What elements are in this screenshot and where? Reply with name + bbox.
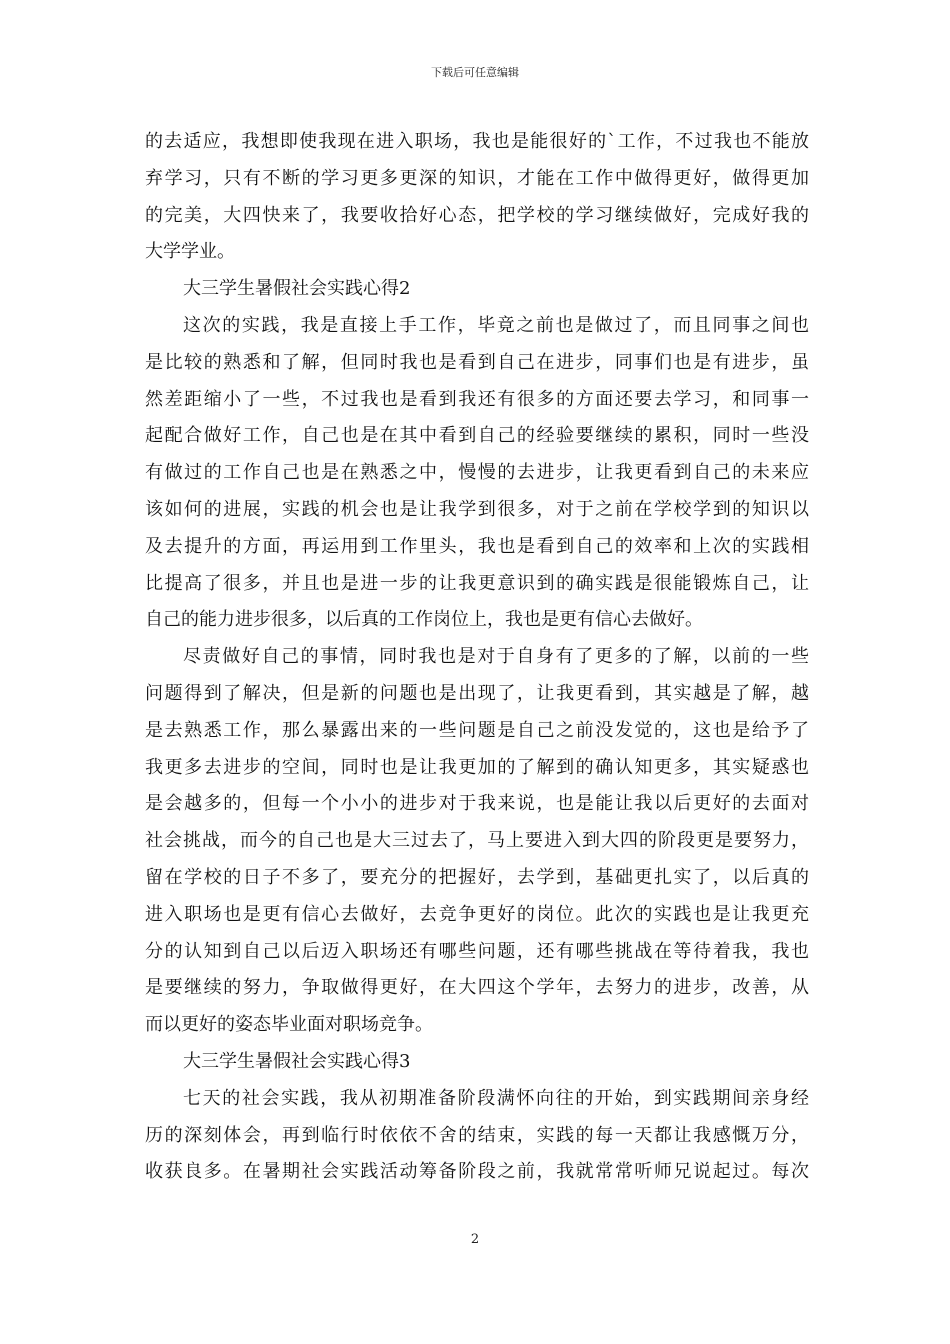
text-line: 有做过的工作自己也是在熟悉之中，慢慢的去进步，让我更看到自己的未来应 (145, 462, 809, 484)
page-number: 2 (470, 1232, 480, 1247)
text-line: 的去适应，我想即使我现在进入职场，我也是能很好的`工作，不过我也不能放 (145, 131, 809, 152)
text-line: 是会越多的，但每一个小小的进步对于我来说，也是能让我以后更好的去面对 (145, 793, 809, 815)
text-line: 社会挑战，而今的自己也是大三过去了，马上要进入到大四的阶段更是要努力， (145, 830, 809, 852)
text-line: 大学学业。 (145, 241, 235, 263)
text-line: 大三学生暑假社会实践心得2 (183, 278, 411, 300)
text-line: 七天的社会实践，我从初期准备阶段满怀向往的开始，到实践期间亲身经 (183, 1087, 809, 1109)
text-line: 是去熟悉工作，那么暴露出来的一些问题是自己之前没发觉的，这也是给予了 (145, 719, 809, 741)
page-header: 下载后可任意编辑 (431, 66, 519, 79)
text-line: 尽责做好自己的事情，同时我也是对于自身有了更多的了解，以前的一些 (183, 646, 809, 668)
document-body (145, 124, 809, 1191)
text-line: 然差距缩小了一些，不过我也是看到我还有很多的方面还要去学习，和同事一 (145, 388, 809, 410)
text-line: 大三学生暑假社会实践心得3 (183, 1050, 411, 1072)
text-line: 及去提升的方面，再运用到工作里头，我也是看到自己的效率和上次的实践相 (145, 535, 809, 557)
text-line: 而以更好的姿态毕业面对职场竞争。 (145, 1014, 433, 1036)
text-line: 留在学校的日子不多了，要充分的把握好，去学到，基础更扎实了，以后真的 (145, 866, 809, 888)
text-line: 分的认知到自己以后迈入职场还有哪些问题，还有哪些挑战在等待着我，我也 (145, 940, 809, 962)
text-line: 我更多去进步的空间，同时也是让我更加的了解到的确认知更多，其实疑惑也 (145, 756, 809, 778)
text-line: 是比较的熟悉和了解，但同时我也是看到自己在进步，同事们也是有进步，虽 (145, 351, 809, 373)
text-line: 该如何的进展，实践的机会也是让我学到很多，对于之前在学校学到的知识以 (145, 498, 809, 520)
text-line: 收获良多。在暑期社会实践活动筹备阶段之前，我就常常听师兄说起过。每次 (145, 1161, 809, 1183)
text-line: 的完美，大四快来了，我要收拾好心态，把学校的学习继续做好，完成好我的 (145, 204, 809, 226)
text-line: 起配合做好工作，自己也是在其中看到自己的经验要继续的累积，同时一些没 (145, 425, 809, 447)
text-line: 这次的实践，我是直接上手工作，毕竟之前也是做过了，而且同事之间也 (183, 314, 809, 336)
text-line: 历的深刻体会，再到临行时依依不舍的结束，实践的每一天都让我感慨万分， (145, 1124, 809, 1146)
text-line: 比提高了很多，并且也是进一步的让我更意识到的确实践是很能锻炼自己，让 (145, 572, 809, 594)
text-line: 自己的能力进步很多，以后真的工作岗位上，我也是更有信心去做好。 (145, 609, 703, 631)
text-line: 进入职场也是更有信心去做好，去竞争更好的岗位。此次的实践也是让我更充 (145, 903, 809, 925)
text-line: 问题得到了解决，但是新的问题也是出现了，让我更看到，其实越是了解，越 (145, 682, 809, 704)
text-line: 是要继续的努力，争取做得更好，在大四这个学年，去努力的进步，改善，从 (145, 977, 809, 999)
text-line: 弃学习，只有不断的学习更多更深的知识，才能在工作中做得更好，做得更加 (145, 167, 809, 189)
